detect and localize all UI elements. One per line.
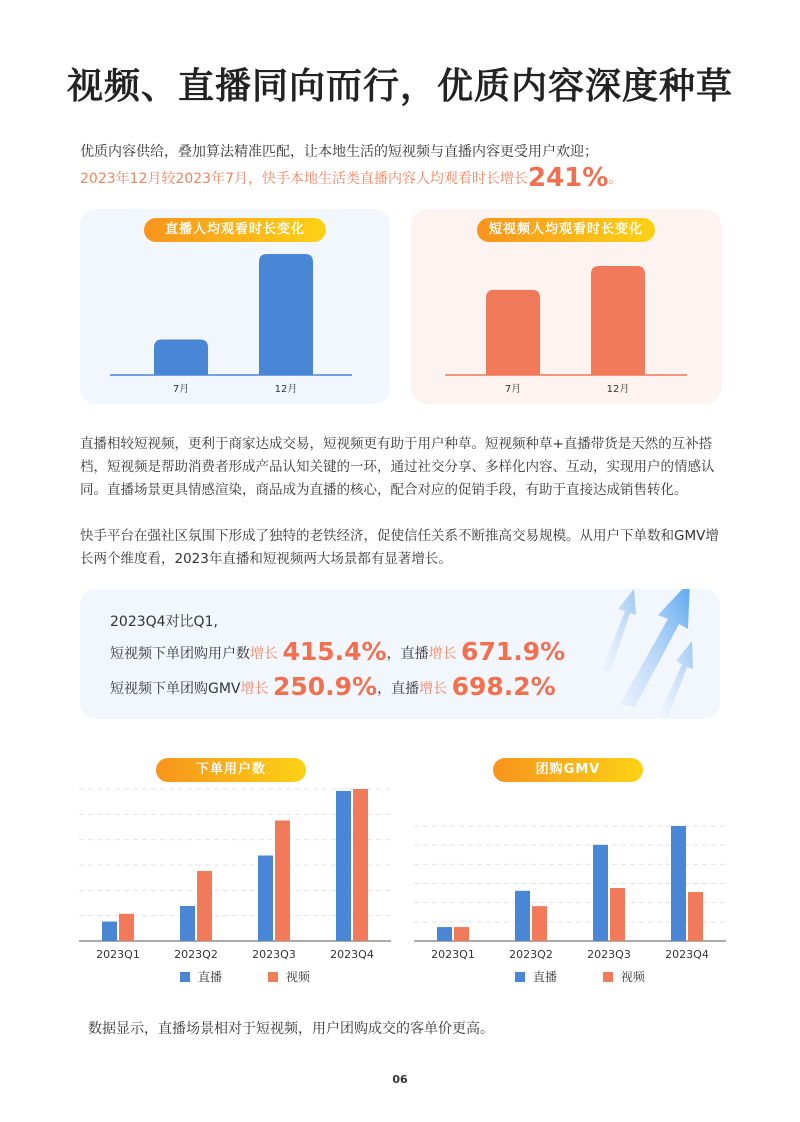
live-watch-time-card	[80, 209, 390, 404]
legend-video-label: 视频	[620, 970, 645, 984]
x-tick-label: 2023Q2	[509, 948, 553, 960]
x-tick-label: 2023Q3	[587, 948, 631, 960]
intro-growth-value: 241%	[527, 163, 609, 193]
gmv-chart-title: 团购GMV	[493, 758, 643, 782]
orders-chart	[75, 780, 395, 960]
bar-视频-2023Q3	[275, 820, 290, 941]
users-row-label: 短视频下单团购用户数	[110, 646, 250, 662]
gmv-chart-legend	[515, 968, 645, 985]
legend-live-swatch	[180, 972, 190, 982]
users-row-mid: ，直播	[386, 646, 429, 662]
rising-arrows-icon	[580, 589, 720, 719]
intro-line-2-prefix: 2023年12月较2023年7月，快手本地生活类直播内容人均观看时长增长	[80, 171, 528, 187]
legend-live-label: 直播	[198, 970, 223, 984]
video-watch-time-chart	[411, 209, 721, 404]
video-gmv-growth-value: 250.9%	[272, 672, 378, 701]
bar-12月	[259, 254, 313, 375]
video-watch-time-chart-title: 短视频人均观看时长变化	[477, 218, 655, 242]
gmv-row-growth-word: 增长	[240, 681, 269, 697]
bar-7月	[154, 340, 208, 375]
bar-视频-2023Q1	[119, 914, 134, 941]
x-tick-label: 7月	[504, 384, 522, 395]
bar-直播-2023Q1	[437, 927, 452, 941]
live-watch-time-chart	[80, 209, 390, 404]
x-tick-label: 2023Q1	[431, 948, 475, 960]
intro-line-2	[80, 163, 622, 193]
bar-视频-2023Q2	[532, 906, 547, 941]
bar-视频-2023Q4	[353, 789, 368, 941]
highlight-gmv-row	[110, 672, 556, 701]
footer-note: 数据显示，直播场景相对于短视频，用户团购成交的客单价更高。	[88, 1021, 494, 1037]
gmv-row-label: 短视频下单团购GMV	[110, 681, 241, 697]
bar-直播-2023Q4	[336, 791, 351, 941]
x-tick-label: 2023Q4	[330, 948, 374, 960]
live-users-growth-value: 671.9%	[461, 637, 566, 666]
video-users-growth-value: 415.4%	[282, 637, 387, 666]
bar-直播-2023Q1	[102, 922, 117, 941]
live-gmv-growth-value: 698.2%	[451, 672, 556, 701]
legend-live-swatch	[515, 972, 525, 982]
gmv-row-mid: ，直播	[377, 681, 420, 697]
x-tick-label: 7月	[172, 384, 190, 395]
gmv-row-growth-word-2: 增长	[419, 681, 448, 697]
video-watch-time-card	[411, 209, 721, 404]
highlight-heading: 2023Q4对比Q1,	[110, 614, 218, 630]
bar-12月	[591, 266, 645, 375]
x-tick-label: 12月	[606, 384, 630, 395]
bar-直播-2023Q3	[258, 855, 273, 941]
orders-chart-legend	[180, 968, 310, 985]
orders-chart-title: 下单用户数	[156, 758, 306, 782]
bar-直播-2023Q2	[515, 891, 530, 941]
bar-视频-2023Q1	[454, 927, 469, 941]
intro-line-1: 优质内容供给，叠加算法精准匹配，让本地生活的短视频与直播内容更受用户欢迎；	[80, 144, 598, 160]
legend-video-swatch	[603, 972, 613, 982]
legend-live-label: 直播	[533, 970, 558, 984]
bar-视频-2023Q3	[610, 888, 625, 941]
paragraph-laotie-economy: 快手平台在强社区氛围下形成了独特的老铁经济，促使信任关系不断推高交易规模。从用户下单数和GMV增长两个维度看，2023年直播和短视频两大场景都有显著增长。	[80, 528, 719, 567]
x-tick-label: 2023Q3	[252, 948, 296, 960]
paragraph-live-vs-video: 直播相较短视频，更利于商家达成交易，短视频更有助于用户种草。短视频种草+直播带货是天然的互补搭档，短视频是帮助消费者形成产品认知关键的一环，通过社交分享、多样化内容、互动，实现用户的情感认同。直播场景更具情感渲染，商品成为直播的核心，配合对应的促销手段，有助于直接达成销售转化。	[80, 436, 715, 498]
bar-7月	[486, 290, 540, 375]
intro-line-2-suffix: 。	[608, 171, 623, 187]
x-tick-label: 2023Q4	[665, 948, 709, 960]
users-row-growth-word-2: 增长	[428, 646, 457, 662]
x-tick-label: 12月	[274, 384, 298, 395]
bar-直播-2023Q4	[671, 826, 686, 941]
bar-直播-2023Q3	[593, 845, 608, 941]
legend-video-swatch	[268, 972, 278, 982]
users-row-growth-word: 增长	[250, 646, 278, 662]
gmv-chart	[410, 780, 730, 960]
bar-视频-2023Q2	[197, 871, 212, 941]
highlight-users-row	[110, 637, 565, 666]
legend-video-label: 视频	[285, 970, 310, 984]
x-tick-label: 2023Q2	[174, 948, 218, 960]
bar-视频-2023Q4	[688, 892, 703, 941]
live-watch-time-chart-title: 直播人均观看时长变化	[144, 218, 326, 242]
page-title: 视频、直播同向而行，优质内容深度种草	[66, 66, 733, 107]
page-number: 06	[392, 1073, 408, 1086]
bar-直播-2023Q2	[180, 906, 195, 941]
growth-highlight-card	[80, 589, 720, 719]
x-tick-label: 2023Q1	[96, 948, 140, 960]
